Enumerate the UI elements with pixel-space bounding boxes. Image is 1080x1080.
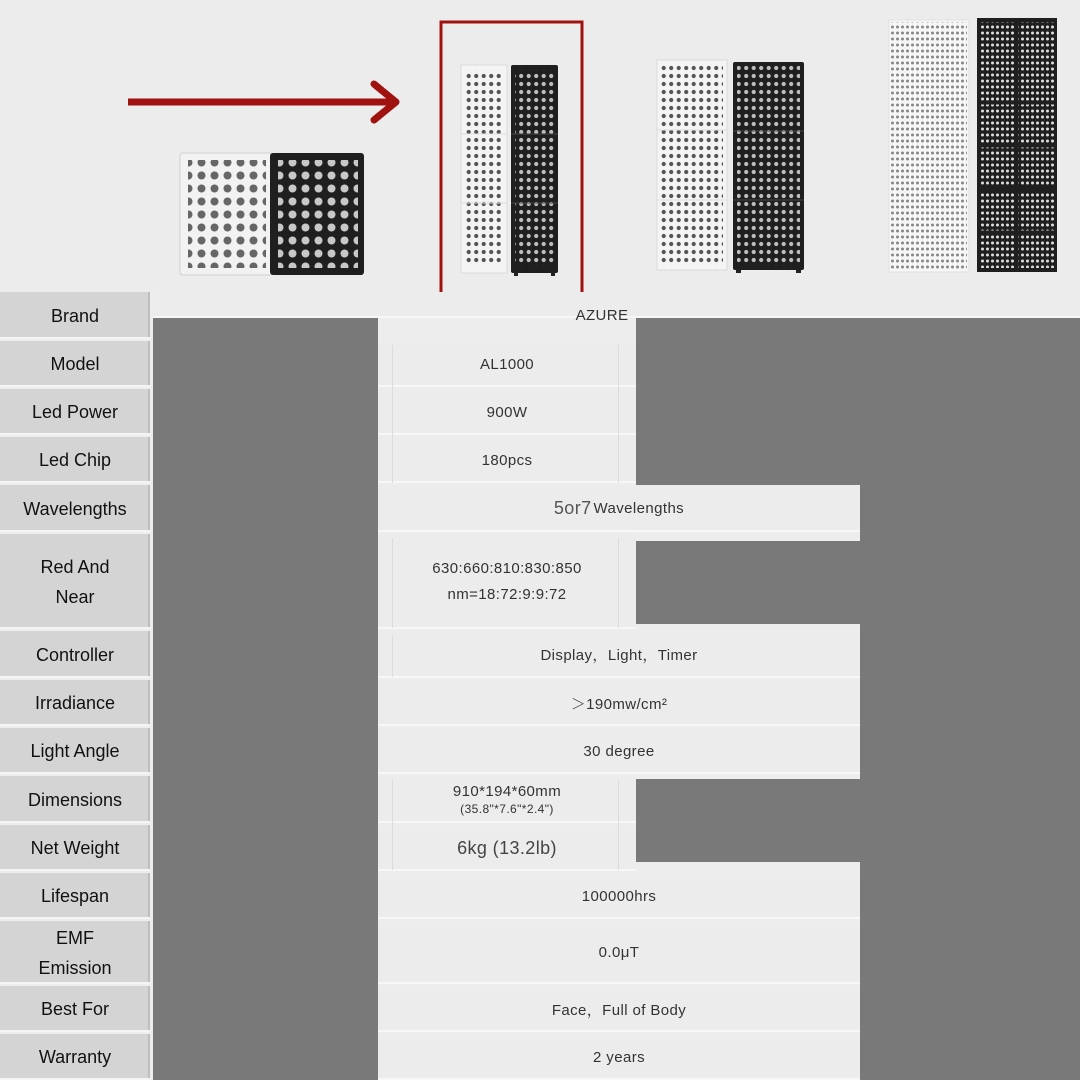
- hero-drawing: [0, 0, 1080, 292]
- gray-block-right: [860, 318, 1080, 1080]
- column-divider: [392, 345, 393, 483]
- full-body-panel-pair: [889, 18, 1057, 272]
- value-controller: Display，Light，Timer: [378, 631, 860, 678]
- value-red-and-near: [378, 534, 636, 629]
- label-led-chip: Led Chip: [0, 437, 150, 483]
- label-net-weight: Net Weight: [0, 825, 150, 871]
- product-hero: [0, 0, 1080, 292]
- label-controller: Controller: [0, 631, 150, 678]
- column-divider: [618, 780, 619, 870]
- value-lifespan: 100000hrs: [378, 873, 860, 919]
- label-emf-line2: Emission: [38, 957, 112, 978]
- value-led-chip: 180pcs: [378, 437, 636, 483]
- value-net-weight: [378, 825, 636, 871]
- label-warranty: Warranty: [0, 1034, 150, 1080]
- value-brand: AZURE: [575, 306, 629, 324]
- value-irradiance: ＞190mw/cm²: [378, 680, 860, 726]
- value-wavelengths-count: 5or7: [553, 498, 592, 518]
- label-red-and-near-line2: Near: [55, 586, 95, 607]
- value-warranty: 2 years: [378, 1034, 860, 1080]
- label-best-for: Best For: [0, 986, 150, 1032]
- label-wavelengths: Wavelengths: [0, 485, 150, 532]
- value-red-near-line1: 630:660:810:830:850: [432, 559, 582, 577]
- label-irradiance: Irradiance: [0, 680, 150, 726]
- column-divider: [618, 538, 619, 628]
- value-light-angle: 30 degree: [378, 728, 860, 774]
- column-divider: [392, 780, 393, 870]
- label-emf-emission: [0, 921, 150, 984]
- small-panel-pair: [180, 153, 364, 275]
- column-divider: [618, 345, 619, 483]
- label-dimensions: Dimensions: [0, 776, 150, 823]
- value-net-weight-text: 6kg (13.2lb): [457, 837, 557, 858]
- value-model: AL1000: [378, 341, 636, 387]
- right-arrow-icon: [128, 84, 396, 120]
- value-best-for: Face，Full of Body: [378, 986, 860, 1032]
- medium-panel-pair: [461, 65, 558, 276]
- gray-block-left: [153, 318, 378, 1080]
- label-brand: Brand: [0, 292, 150, 339]
- label-model: Model: [0, 341, 150, 387]
- label-red-and-near-line1: Red And: [40, 556, 110, 577]
- value-dimensions-imperial: (35.8"*7.6"*2.4"): [460, 802, 554, 816]
- label-red-and-near: [0, 534, 150, 629]
- label-lifespan: Lifespan: [0, 873, 150, 919]
- value-dimensions-metric: 910*194*60mm: [452, 783, 562, 800]
- column-divider: [392, 635, 393, 677]
- label-led-power: Led Power: [0, 389, 150, 435]
- value-wavelengths-text: Wavelengths: [593, 500, 685, 517]
- gray-block-mid-dim: [636, 779, 860, 862]
- gray-block-mid-red: [636, 541, 860, 624]
- gray-block-mid-top: [636, 318, 860, 485]
- value-wavelengths: [378, 485, 860, 532]
- value-emf: 0.0μT: [378, 921, 860, 984]
- column-divider: [392, 538, 393, 628]
- value-red-near-line2: nm=18:72:9:9:72: [447, 585, 567, 603]
- label-emf-line1: EMF: [56, 927, 94, 948]
- value-led-power: 900W: [378, 389, 636, 435]
- label-light-angle: Light Angle: [0, 728, 150, 774]
- large-panel-pair: [657, 60, 804, 273]
- value-dimensions: [378, 776, 636, 823]
